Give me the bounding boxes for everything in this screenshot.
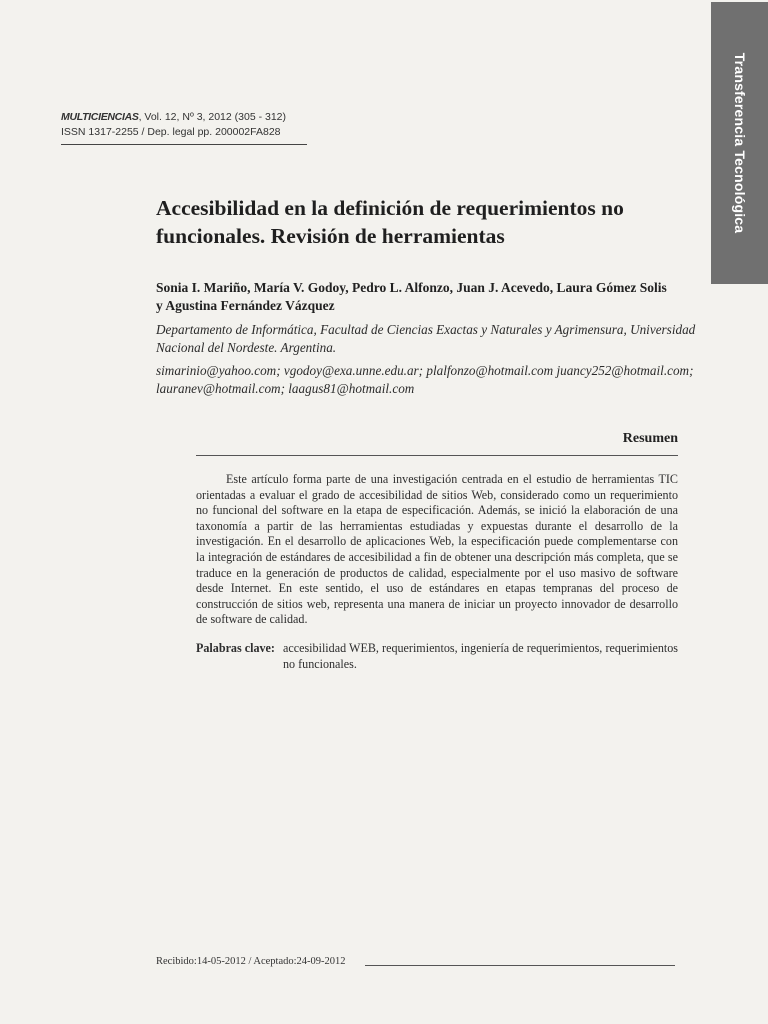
keywords-text: accesibilidad WEB, requerimientos, ingeniería de requerimientos, requerimientos no funcionales.: [283, 641, 678, 671]
received-accepted-dates: Recibido:14-05-2012 / Aceptado:24-09-2012: [156, 956, 346, 967]
section-side-tab: [711, 2, 768, 284]
section-side-tab-label: Transferencia Tecnológica: [731, 52, 748, 234]
journal-issn: ISSN 1317-2255 / Dep. legal pp. 200002FA828: [61, 126, 281, 138]
keywords-label: Palabras clave:: [196, 641, 275, 655]
abstract-divider: [196, 455, 678, 456]
author-affiliation: Departamento de Informática, Facultad de Ciencias Exactas y Naturales y Agrimensura, Universidad Nacional del Nordeste. Argentina.: [156, 322, 696, 355]
abstract-body: Este artículo forma parte de una investigación centrada en el estudio de herramientas TIC orientadas a evaluar el grado de accesibilidad de sitios Web, considerado como un requerimiento no funcional del software en la etapa de especificación. Además, se inició la elaboración de una taxonomía a partir de las herramientas estudiadas y expuestas durante el desarrollo de la investigación. En el desarrollo de aplicaciones Web, la especificación puede complementarse con la integración de estándares de accesibilidad a fin de obtener una descripción más completa, que se traduce en la generación de productos de calidad, especialmente por el uso masivo de software desde Internet. En este sentido, el uso de estándares en etapas tempranas del proceso de construcción de sitios web, representa una manera de iniciar un proyecto innovador de desarrollo de software de calidad.: [196, 472, 678, 627]
abstract-heading: Resumen: [622, 431, 678, 446]
journal-volume: , Vol. 12, Nº 3, 2012 (305 - 312): [138, 111, 287, 123]
article-authors: Sonia I. Mariño, María V. Godoy, Pedro L. Alfonzo, Juan J. Acevedo, Laura Gómez Solis y Agustina Fernández Vázquez: [156, 280, 667, 313]
footer-divider: [365, 965, 675, 966]
header-divider: [61, 144, 307, 145]
article-title: Accesibilidad en la definición de requerimientos no funcionales. Revisión de herramientas: [156, 196, 624, 248]
journal-name: MULTICIENCIAS: [61, 111, 139, 123]
journal-citation-line: [61, 110, 307, 125]
author-emails: simarinio@yahoo.com; vgodoy@exa.unne.edu.ar; plalfonzo@hotmail.com juancy252@hotmail.com; lauranev@hotmail.com; laagus81@hotmail.com: [156, 363, 694, 396]
journal-header: [61, 110, 307, 140]
